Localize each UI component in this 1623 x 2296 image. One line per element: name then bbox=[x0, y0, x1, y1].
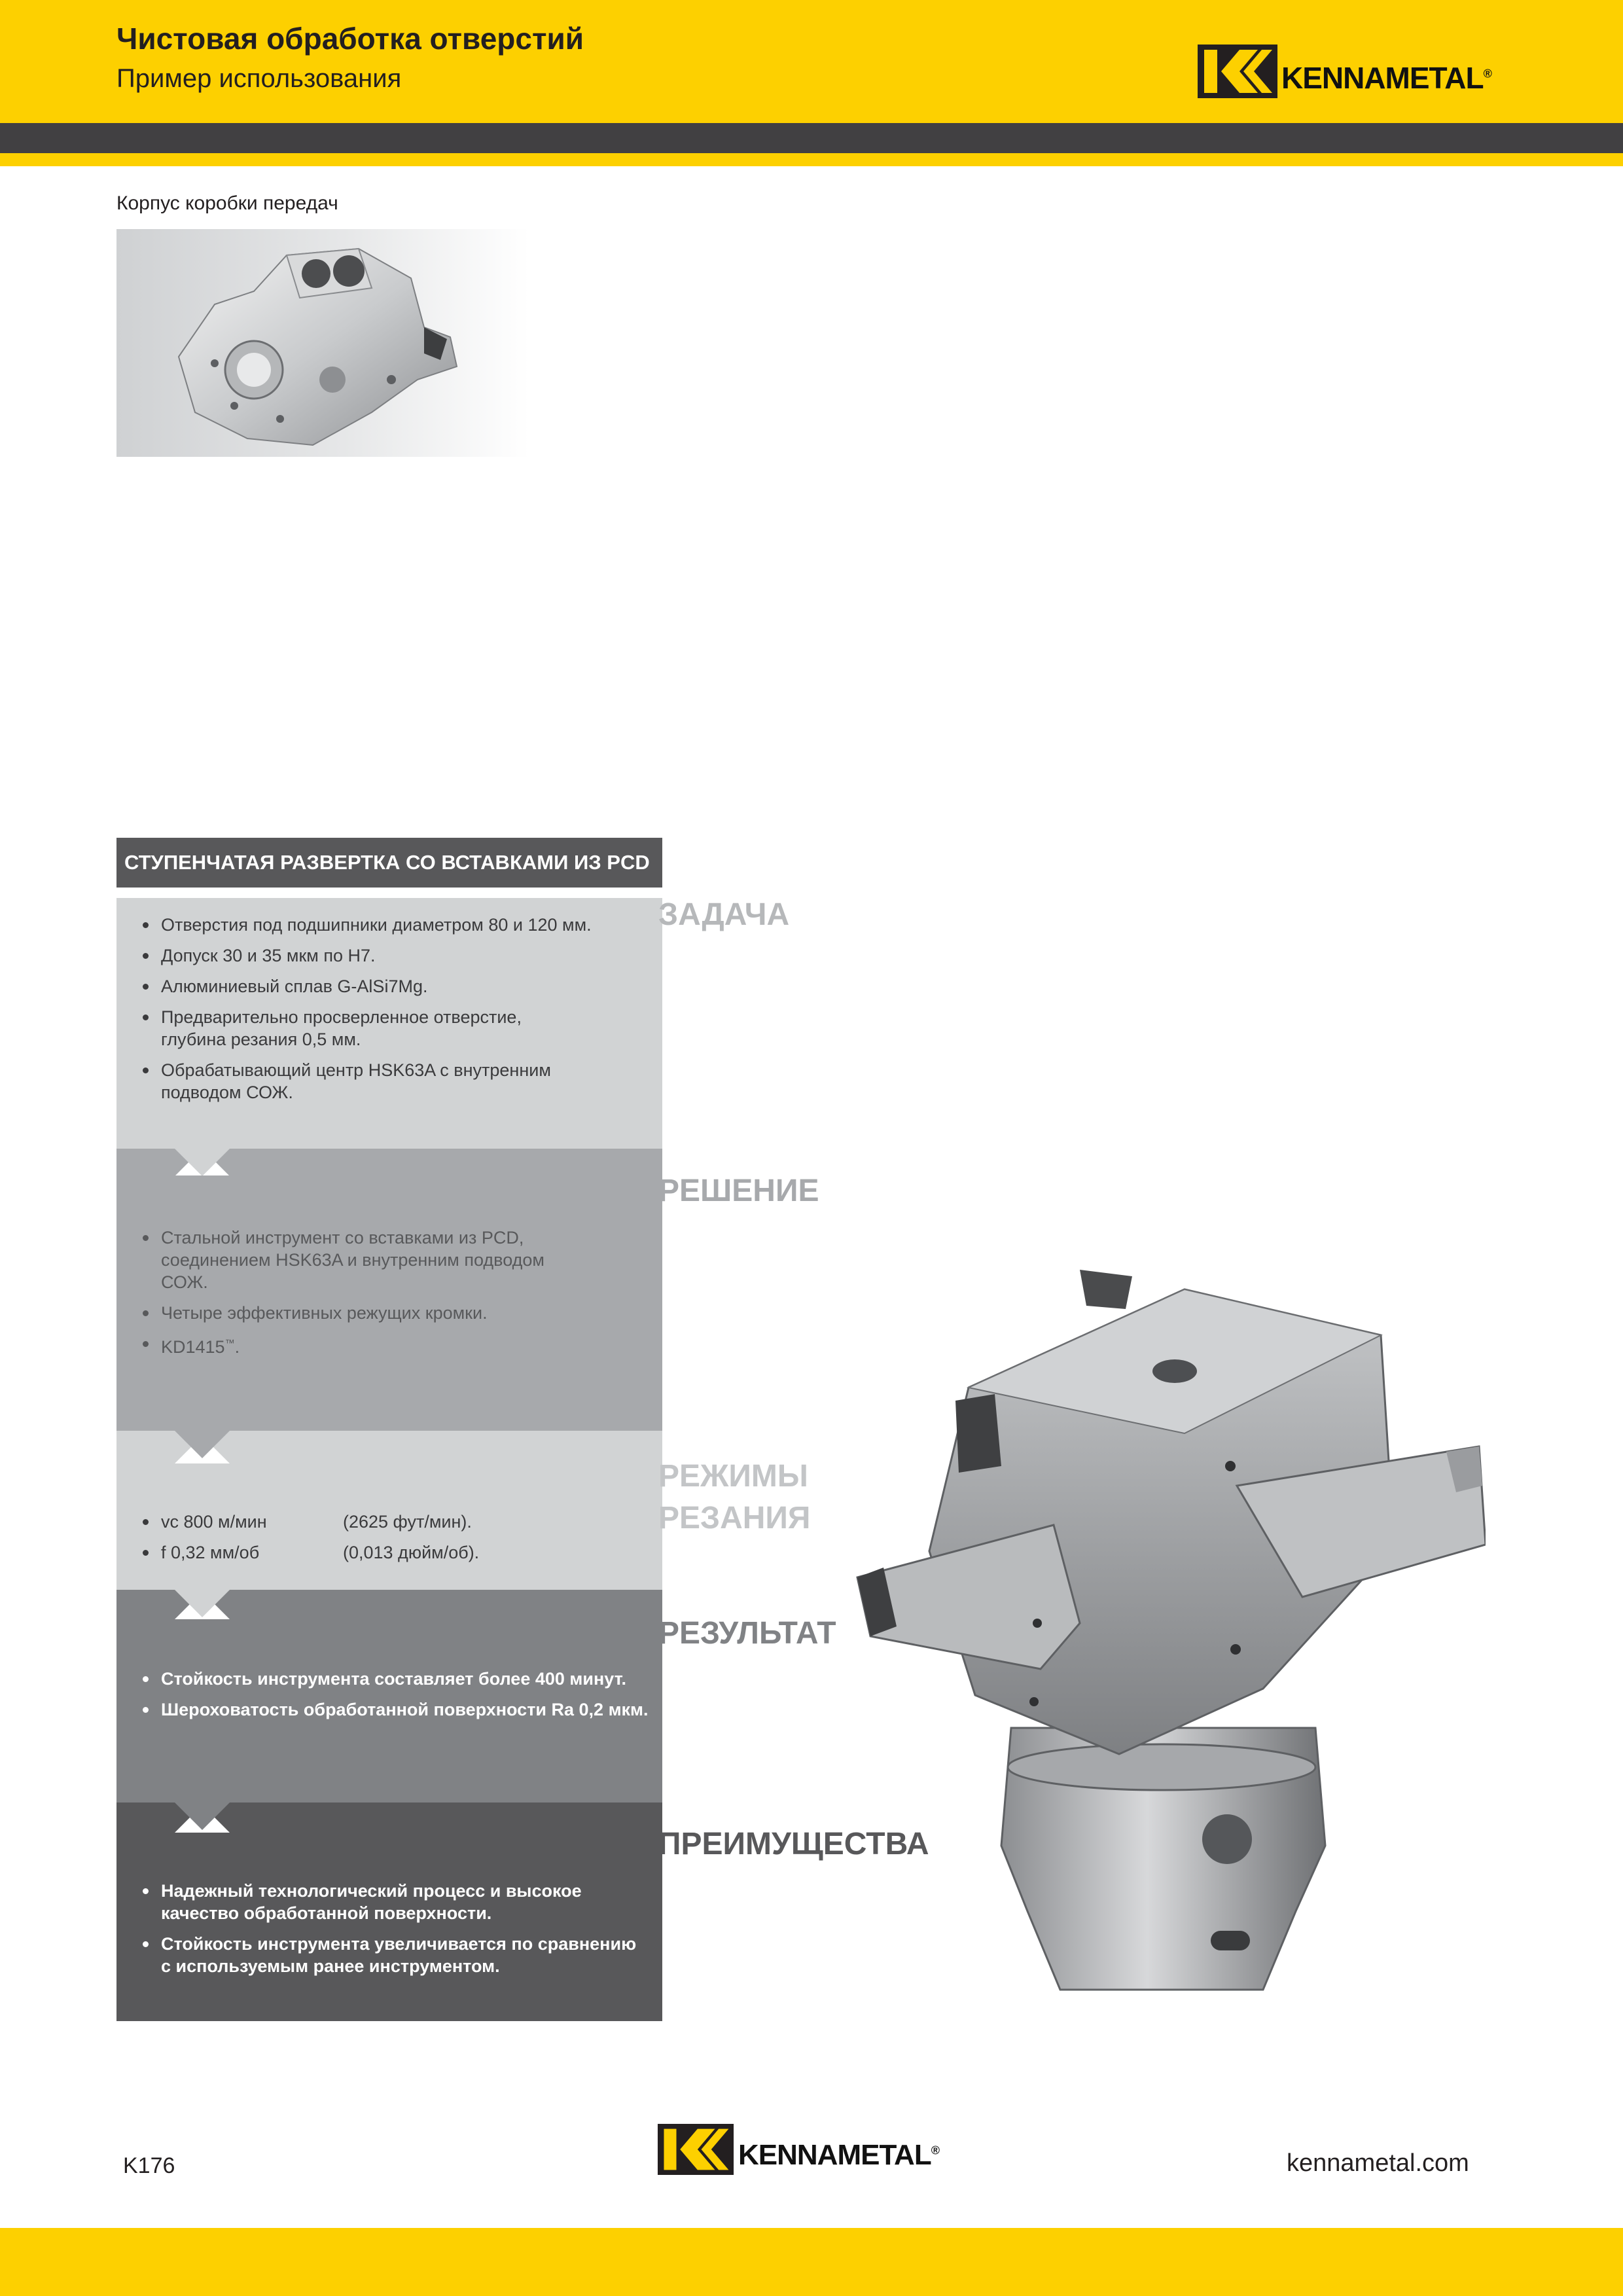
result-list bbox=[140, 1668, 649, 1729]
gearbox-housing-photo bbox=[116, 229, 529, 457]
task-label: ЗАДАЧА bbox=[658, 897, 790, 932]
section-header-text: СТУПЕНЧАТАЯ РАЗВЕРТКА СО ВСТАВКАМИ ИЗ PCD bbox=[124, 851, 650, 874]
result-item: Стойкость инструмента составляет более 400 минут. bbox=[140, 1668, 649, 1690]
header-stripe-yellow bbox=[0, 153, 1623, 166]
solution-list bbox=[140, 1227, 649, 1367]
chevron-arrow bbox=[116, 1803, 662, 1833]
kennametal-k-icon bbox=[1198, 45, 1277, 98]
solution-item: Стальной инструмент со вставками из PCD, соединением HSK63A и внутренним подводом СОЖ. bbox=[140, 1227, 593, 1293]
result-label: РЕЗУЛЬТАТ bbox=[658, 1616, 836, 1651]
task-item: Отверстия под подшипники диаметром 80 и 120 мм. bbox=[140, 914, 649, 936]
benefits-list bbox=[140, 1880, 649, 1986]
benefits-block bbox=[116, 1833, 662, 2021]
logo-wordmark: KENNAMETAL® bbox=[738, 2139, 939, 2171]
page-title: Чистовая обработка отверстий bbox=[116, 22, 584, 56]
task-block bbox=[116, 898, 662, 1149]
conditions-item: vc 800 м/мин (2625 фут/мин). bbox=[140, 1511, 649, 1533]
conditions-item: f 0,32 мм/об (0,013 дюйм/об). bbox=[140, 1541, 649, 1564]
page-subtitle: Пример использования bbox=[116, 64, 402, 93]
kennametal-k-icon bbox=[657, 2124, 734, 2175]
photo-caption: Корпус коробки передач bbox=[116, 192, 338, 214]
benefits-label: ПРЕИМУЩЕСТВА bbox=[658, 1827, 929, 1861]
solution-block bbox=[116, 1175, 662, 1431]
result-block bbox=[116, 1619, 662, 1803]
kennametal-logo-footer bbox=[657, 2123, 939, 2176]
conditions-list bbox=[140, 1511, 649, 1572]
chevron-arrow bbox=[116, 1149, 662, 1176]
benefits-item: Надежный технологический процесс и высокое качество обработанной поверхности. bbox=[140, 1880, 593, 1924]
logo-wordmark: KENNAMETAL® bbox=[1281, 61, 1491, 95]
task-item: Алюминиевый сплав G-AlSi7Mg. bbox=[140, 975, 649, 997]
task-item: Предварительно просверленное отверстие, глубина резания 0,5 мм. bbox=[140, 1006, 527, 1050]
pcd-step-reamer-illustration bbox=[844, 1270, 1486, 2016]
gearbox-housing-illustration bbox=[116, 229, 529, 457]
task-item: Обрабатывающий центр HSK63A с внутренним подводом СОЖ. bbox=[140, 1059, 567, 1103]
page-number: K176 bbox=[123, 2153, 175, 2178]
conditions-block bbox=[116, 1463, 662, 1590]
task-item: Допуск 30 и 35 мкм по H7. bbox=[140, 944, 649, 967]
header-stripe-dark bbox=[0, 123, 1623, 153]
solution-item: Четыре эффективных режущих кромки. bbox=[140, 1302, 649, 1324]
chevron-arrow bbox=[116, 1590, 662, 1619]
task-list bbox=[140, 914, 649, 1112]
kennametal-logo bbox=[1198, 43, 1491, 99]
solution-label: РЕШЕНИЕ bbox=[658, 1174, 819, 1208]
benefits-item: Стойкость инструмента увеличивается по сравнению с используемым ранее инструментом. bbox=[140, 1933, 645, 1977]
chevron-arrow bbox=[116, 1431, 662, 1463]
result-item: Шероховатость обработанной поверхности Ra 0,2 мкм. bbox=[140, 1698, 649, 1721]
website-link[interactable]: kennametal.com bbox=[1287, 2149, 1469, 2177]
solution-item: KD1415™. bbox=[140, 1333, 649, 1358]
footer-band bbox=[0, 2228, 1623, 2296]
conditions-label: РЕЖИМЫ РЕЗАНИЯ bbox=[658, 1459, 811, 1535]
section-header bbox=[116, 838, 662, 888]
